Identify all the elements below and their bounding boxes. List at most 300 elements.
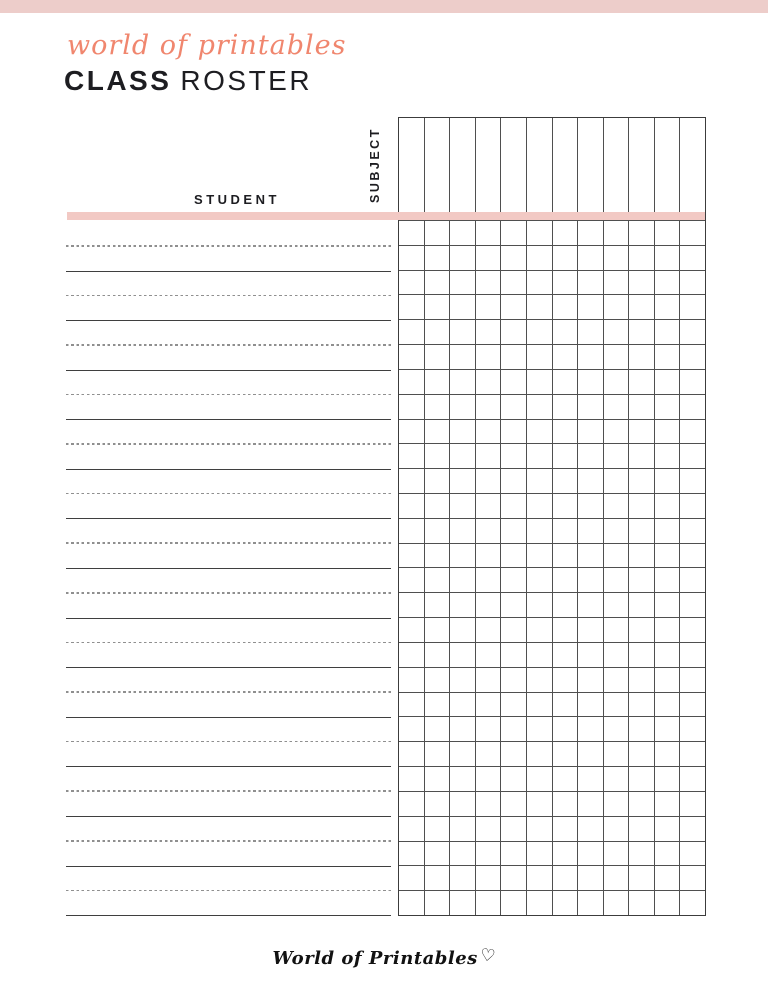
grid-cell	[629, 693, 654, 717]
grid-cell	[399, 817, 424, 841]
grid-cell	[450, 395, 475, 419]
grid-cell	[680, 345, 705, 369]
subject-grid-body	[399, 221, 705, 915]
grid-cell	[655, 221, 680, 245]
grid-cell	[399, 544, 424, 568]
grid-cell	[578, 444, 603, 468]
grid-cell	[476, 817, 501, 841]
grid-cell	[527, 444, 552, 468]
student-row	[66, 867, 391, 917]
grid-cell	[450, 221, 475, 245]
grid-cell	[476, 345, 501, 369]
grid-cell	[476, 395, 501, 419]
grid-cell	[680, 370, 705, 394]
grid-cell	[553, 767, 578, 791]
grid-cell	[501, 469, 526, 493]
student-name-midline	[66, 741, 391, 743]
grid-cell	[578, 693, 603, 717]
grid-cell	[425, 345, 450, 369]
grid-cell	[476, 221, 501, 245]
grid-cell	[501, 767, 526, 791]
grid-cell	[578, 717, 603, 741]
grid-cell	[553, 668, 578, 692]
grid-cell	[501, 866, 526, 890]
grid-cell	[680, 817, 705, 841]
grid-cell	[629, 742, 654, 766]
grid-cell	[553, 842, 578, 866]
grid-cell	[399, 320, 424, 344]
grid-cell	[629, 295, 654, 319]
grid-cell	[450, 544, 475, 568]
grid-cell	[476, 618, 501, 642]
grid-cell	[527, 866, 552, 890]
student-column-header: STUDENT	[194, 192, 280, 207]
grid-cell	[476, 593, 501, 617]
grid-cell	[476, 792, 501, 816]
grid-cell	[629, 618, 654, 642]
grid-cell	[553, 792, 578, 816]
grid-cell	[527, 345, 552, 369]
grid-cell	[476, 519, 501, 543]
grid-cell	[399, 420, 424, 444]
grid-cell	[680, 568, 705, 592]
grid-cell	[501, 395, 526, 419]
grid-cell	[553, 593, 578, 617]
grid-cell	[680, 767, 705, 791]
grid-cell	[399, 792, 424, 816]
grid-cell	[553, 891, 578, 915]
grid-cell	[604, 891, 629, 915]
grid-cell	[527, 370, 552, 394]
grid-cell	[680, 469, 705, 493]
grid-cell	[399, 519, 424, 543]
grid-cell	[578, 866, 603, 890]
grid-cell	[578, 618, 603, 642]
grid-cell	[501, 370, 526, 394]
grid-cell	[629, 494, 654, 518]
grid-cell	[450, 767, 475, 791]
grid-cell	[655, 370, 680, 394]
grid-cell	[476, 693, 501, 717]
grid-cell	[680, 494, 705, 518]
grid-cell	[425, 246, 450, 270]
grid-cell	[501, 544, 526, 568]
grid-cell	[629, 320, 654, 344]
grid-cell	[450, 320, 475, 344]
grid-cell	[450, 469, 475, 493]
grid-cell	[501, 717, 526, 741]
grid-cell	[450, 444, 475, 468]
grid-cell	[425, 742, 450, 766]
grid-cell	[476, 568, 501, 592]
grid-cell	[680, 246, 705, 270]
grid-cell	[553, 544, 578, 568]
student-name-midline	[66, 245, 391, 247]
grid-cell	[629, 593, 654, 617]
grid-cell	[425, 420, 450, 444]
footer-logo	[0, 945, 768, 969]
grid-cell	[425, 817, 450, 841]
grid-cell	[476, 717, 501, 741]
grid-cell	[604, 568, 629, 592]
grid-cell	[629, 568, 654, 592]
grid-cell	[425, 618, 450, 642]
grid-cell	[553, 295, 578, 319]
grid-cell	[425, 544, 450, 568]
grid-cell	[604, 444, 629, 468]
grid-cell	[655, 643, 680, 667]
grid-cell	[450, 643, 475, 667]
grid-cell	[527, 891, 552, 915]
grid-cell	[527, 568, 552, 592]
grid-cell	[450, 295, 475, 319]
footer-logo-text: World of Printables	[272, 948, 478, 969]
grid-cell	[450, 118, 475, 220]
grid-cell	[604, 717, 629, 741]
student-name-midline	[66, 592, 391, 594]
grid-cell	[604, 370, 629, 394]
grid-cell	[604, 320, 629, 344]
grid-cell	[655, 693, 680, 717]
grid-cell	[399, 494, 424, 518]
grid-cell	[450, 345, 475, 369]
grid-cell	[553, 618, 578, 642]
grid-cell	[680, 643, 705, 667]
student-row	[66, 470, 391, 520]
grid-cell	[425, 221, 450, 245]
grid-cell	[501, 842, 526, 866]
grid-cell	[425, 271, 450, 295]
subject-grid	[398, 117, 706, 916]
grid-cell	[553, 271, 578, 295]
grid-cell	[527, 320, 552, 344]
grid-cell	[629, 370, 654, 394]
grid-cell	[578, 519, 603, 543]
grid-cell	[527, 420, 552, 444]
grid-cell	[680, 618, 705, 642]
student-row	[66, 222, 391, 272]
student-row	[66, 817, 391, 867]
grid-cell	[476, 494, 501, 518]
grid-cell	[527, 792, 552, 816]
brand-script-text: world of printables	[67, 30, 347, 61]
grid-cell	[399, 866, 424, 890]
grid-cell	[604, 221, 629, 245]
student-row	[66, 668, 391, 718]
grid-cell	[501, 271, 526, 295]
grid-cell	[399, 742, 424, 766]
grid-cell	[629, 519, 654, 543]
grid-cell	[680, 544, 705, 568]
grid-cell	[476, 544, 501, 568]
student-row	[66, 569, 391, 619]
grid-cell	[604, 494, 629, 518]
grid-cell	[399, 221, 424, 245]
grid-cell	[655, 742, 680, 766]
grid-cell	[578, 668, 603, 692]
grid-cell	[527, 717, 552, 741]
grid-cell	[450, 693, 475, 717]
grid-cell	[680, 842, 705, 866]
grid-cell	[527, 395, 552, 419]
grid-cell	[629, 420, 654, 444]
grid-cell	[604, 767, 629, 791]
grid-cell	[629, 767, 654, 791]
grid-cell	[680, 792, 705, 816]
grid-cell	[655, 320, 680, 344]
grid-cell	[578, 395, 603, 419]
grid-cell	[425, 118, 450, 220]
grid-cell	[399, 444, 424, 468]
grid-cell	[680, 866, 705, 890]
student-name-midline	[66, 890, 391, 892]
grid-cell	[578, 792, 603, 816]
grid-cell	[604, 817, 629, 841]
grid-cell	[399, 370, 424, 394]
grid-cell	[578, 544, 603, 568]
student-row	[66, 420, 391, 470]
grid-cell	[527, 767, 552, 791]
grid-cell	[629, 444, 654, 468]
student-name-midline	[66, 493, 391, 495]
grid-cell	[476, 469, 501, 493]
grid-cell	[578, 221, 603, 245]
grid-cell	[527, 618, 552, 642]
student-name-midline	[66, 394, 391, 396]
grid-cell	[604, 295, 629, 319]
grid-cell	[450, 817, 475, 841]
grid-cell	[604, 693, 629, 717]
grid-cell	[425, 717, 450, 741]
grid-cell	[527, 817, 552, 841]
grid-cell	[655, 717, 680, 741]
grid-cell	[501, 345, 526, 369]
grid-cell	[629, 469, 654, 493]
grid-cell	[476, 643, 501, 667]
subject-grid-header-row	[399, 118, 705, 220]
grid-cell	[553, 568, 578, 592]
grid-cell	[553, 693, 578, 717]
grid-cell	[578, 891, 603, 915]
grid-cell	[425, 668, 450, 692]
grid-cell	[655, 817, 680, 841]
grid-cell	[501, 221, 526, 245]
grid-cell	[425, 866, 450, 890]
grid-cell	[476, 118, 501, 220]
grid-cell	[399, 618, 424, 642]
grid-cell	[450, 742, 475, 766]
grid-cell	[553, 469, 578, 493]
grid-cell	[629, 345, 654, 369]
grid-cell	[501, 693, 526, 717]
grid-cell	[604, 618, 629, 642]
grid-cell	[604, 842, 629, 866]
grid-cell	[629, 544, 654, 568]
grid-cell	[553, 370, 578, 394]
grid-cell	[680, 742, 705, 766]
grid-cell	[655, 395, 680, 419]
grid-cell	[450, 246, 475, 270]
grid-cell	[527, 842, 552, 866]
grid-cell	[604, 792, 629, 816]
grid-cell	[578, 271, 603, 295]
grid-cell	[680, 519, 705, 543]
grid-cell	[553, 494, 578, 518]
grid-cell	[604, 544, 629, 568]
student-name-midline	[66, 542, 391, 544]
grid-cell	[450, 891, 475, 915]
student-name-midline	[66, 840, 391, 842]
grid-cell	[527, 246, 552, 270]
grid-cell	[604, 668, 629, 692]
grid-cell	[450, 271, 475, 295]
grid-cell	[578, 246, 603, 270]
grid-cell	[553, 118, 578, 220]
grid-cell	[655, 618, 680, 642]
grid-cell	[527, 221, 552, 245]
grid-cell	[578, 742, 603, 766]
grid-cell	[680, 320, 705, 344]
grid-cell	[501, 568, 526, 592]
grid-cell	[476, 295, 501, 319]
grid-cell	[604, 345, 629, 369]
grid-cell	[553, 320, 578, 344]
heart-icon: ♡	[478, 945, 497, 967]
grid-cell	[399, 271, 424, 295]
grid-cell	[655, 866, 680, 890]
grid-cell	[680, 395, 705, 419]
grid-cell	[604, 246, 629, 270]
grid-cell	[425, 295, 450, 319]
grid-cell	[501, 891, 526, 915]
grid-cell	[553, 395, 578, 419]
grid-cell	[476, 271, 501, 295]
grid-cell	[680, 118, 705, 220]
grid-cell	[527, 693, 552, 717]
grid-cell	[476, 320, 501, 344]
grid-cell	[527, 118, 552, 220]
grid-cell	[680, 420, 705, 444]
grid-cell	[450, 618, 475, 642]
grid-cell	[425, 693, 450, 717]
grid-cell	[629, 246, 654, 270]
grid-cell	[629, 891, 654, 915]
grid-cell	[425, 494, 450, 518]
grid-cell	[501, 246, 526, 270]
grid-cell	[604, 593, 629, 617]
grid-cell	[604, 866, 629, 890]
grid-cell	[399, 295, 424, 319]
grid-cell	[655, 420, 680, 444]
student-name-midline	[66, 344, 391, 346]
grid-cell	[629, 866, 654, 890]
grid-cell	[501, 593, 526, 617]
grid-cell	[425, 842, 450, 866]
grid-cell	[450, 668, 475, 692]
grid-cell	[680, 668, 705, 692]
grid-cell	[399, 693, 424, 717]
grid-cell	[450, 842, 475, 866]
grid-cell	[553, 817, 578, 841]
grid-cell	[629, 271, 654, 295]
grid-cell	[476, 444, 501, 468]
grid-cell	[655, 444, 680, 468]
grid-cell	[527, 742, 552, 766]
grid-cell	[655, 668, 680, 692]
grid-cell	[629, 118, 654, 220]
grid-cell	[655, 519, 680, 543]
grid-cell	[604, 643, 629, 667]
grid-cell	[553, 519, 578, 543]
grid-cell	[604, 469, 629, 493]
grid-cell	[553, 717, 578, 741]
grid-cell	[553, 866, 578, 890]
grid-cell	[553, 345, 578, 369]
grid-cell	[501, 420, 526, 444]
grid-cell	[655, 345, 680, 369]
grid-cell	[425, 593, 450, 617]
grid-cell	[655, 469, 680, 493]
student-row	[66, 519, 391, 569]
grid-cell	[450, 370, 475, 394]
grid-cell	[476, 767, 501, 791]
grid-cell	[399, 118, 424, 220]
grid-cell	[604, 420, 629, 444]
grid-cell	[527, 544, 552, 568]
grid-cell	[399, 593, 424, 617]
student-row	[66, 321, 391, 371]
grid-cell	[655, 544, 680, 568]
grid-cell	[425, 519, 450, 543]
top-accent-band	[0, 0, 768, 13]
grid-cell	[501, 792, 526, 816]
grid-cell	[476, 246, 501, 270]
grid-cell	[578, 817, 603, 841]
grid-cell	[450, 568, 475, 592]
student-row	[66, 718, 391, 768]
grid-cell	[604, 519, 629, 543]
grid-cell	[527, 295, 552, 319]
grid-cell	[501, 118, 526, 220]
student-name-lines	[66, 222, 391, 916]
grid-cell	[629, 221, 654, 245]
grid-cell	[425, 767, 450, 791]
student-name-midline	[66, 443, 391, 445]
grid-cell	[425, 792, 450, 816]
grid-cell	[501, 444, 526, 468]
grid-cell	[399, 568, 424, 592]
grid-cell	[553, 221, 578, 245]
grid-cell	[450, 420, 475, 444]
grid-cell	[680, 717, 705, 741]
grid-cell	[476, 866, 501, 890]
grid-cell	[501, 817, 526, 841]
grid-cell	[450, 866, 475, 890]
grid-cell	[629, 717, 654, 741]
grid-cell	[578, 320, 603, 344]
grid-cell	[578, 420, 603, 444]
grid-cell	[604, 271, 629, 295]
grid-cell	[476, 420, 501, 444]
grid-cell	[527, 494, 552, 518]
student-row	[66, 272, 391, 322]
grid-cell	[655, 246, 680, 270]
grid-cell	[629, 643, 654, 667]
grid-cell	[578, 593, 603, 617]
grid-cell	[680, 444, 705, 468]
grid-cell	[578, 842, 603, 866]
grid-cell	[399, 246, 424, 270]
